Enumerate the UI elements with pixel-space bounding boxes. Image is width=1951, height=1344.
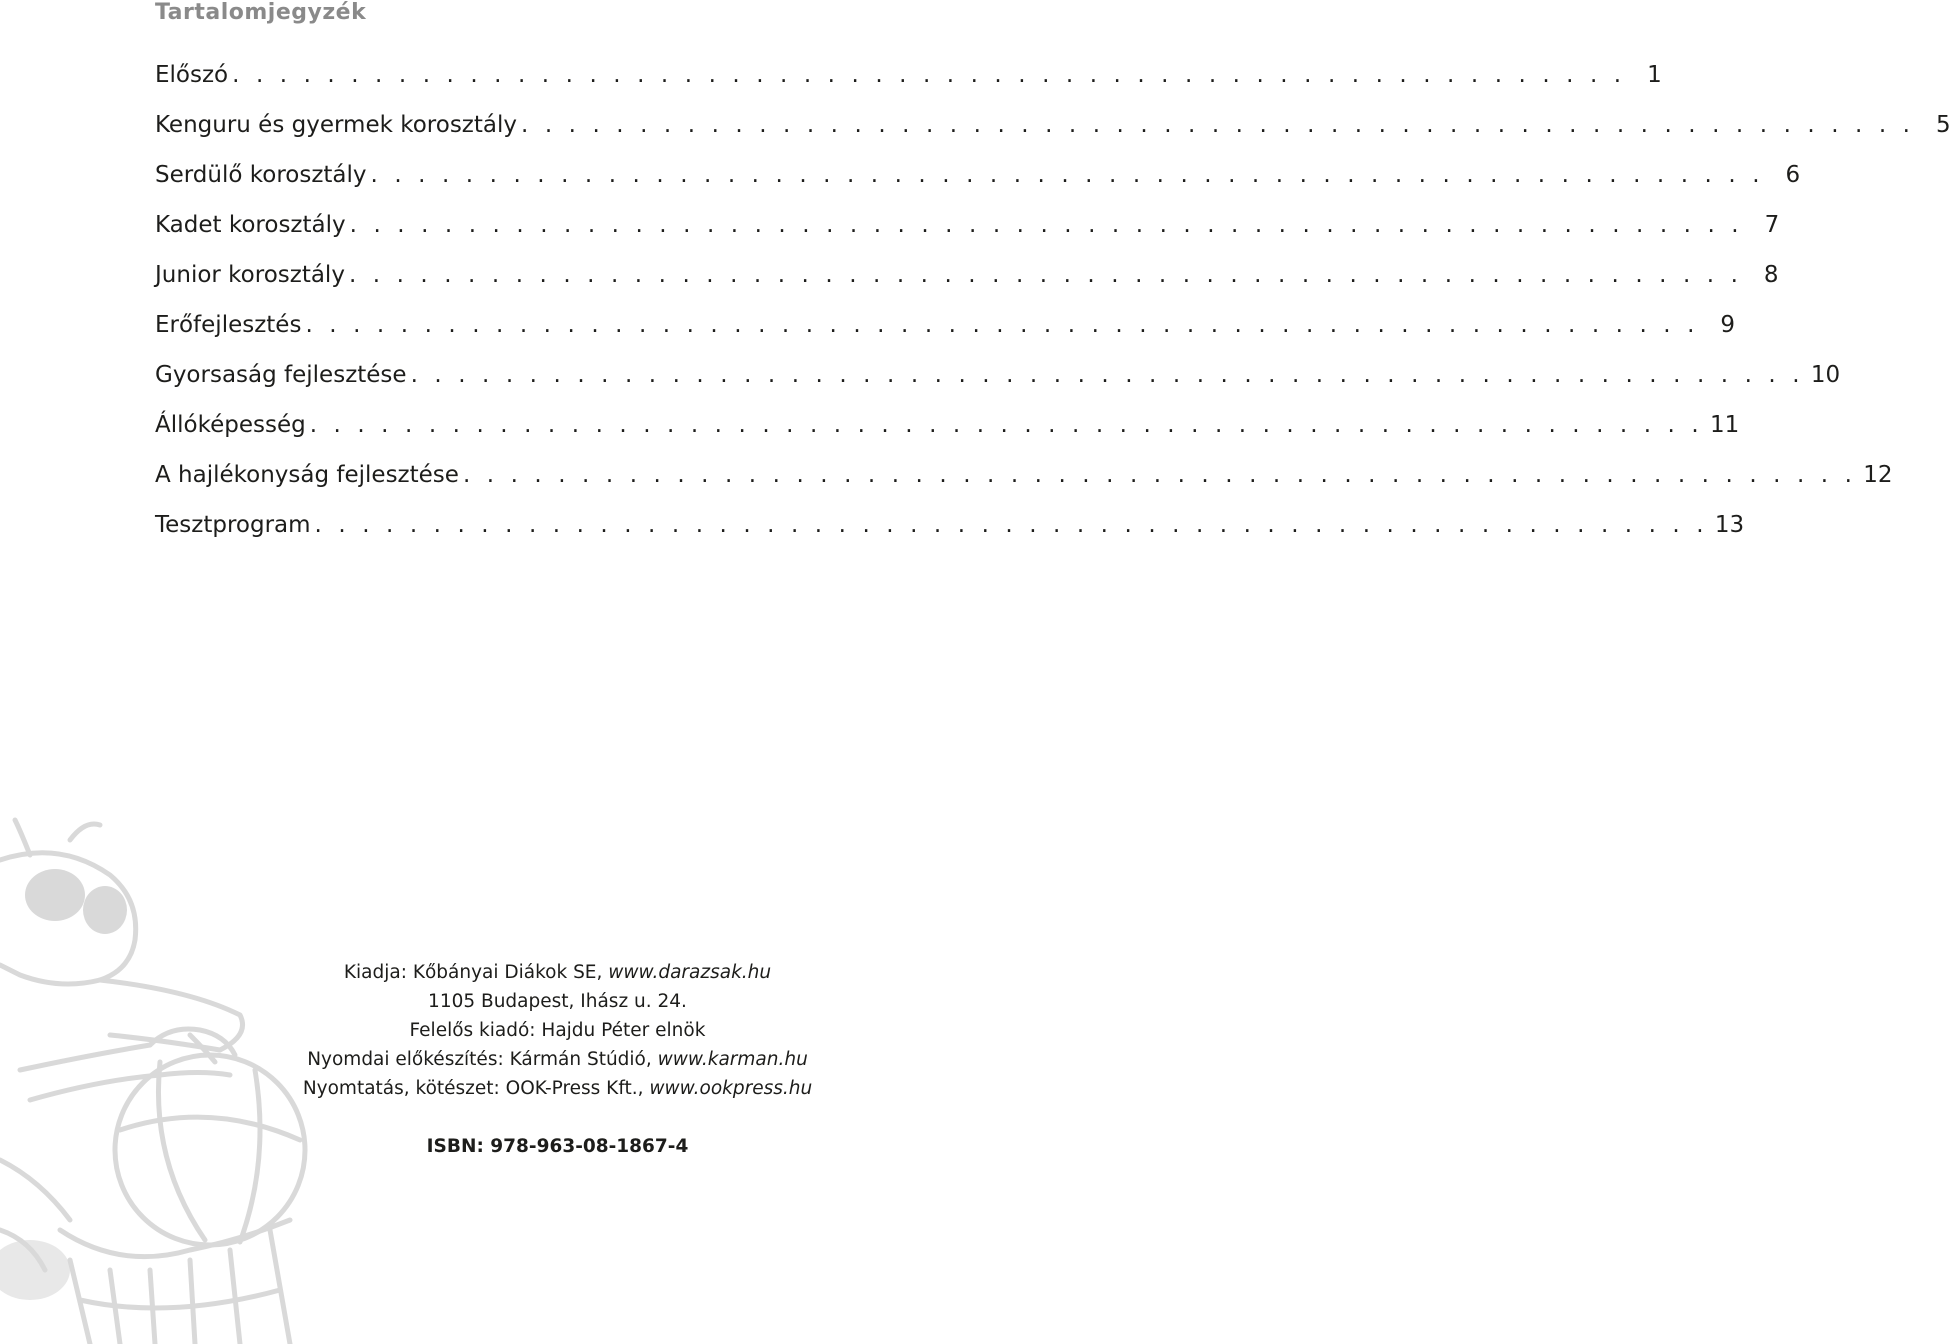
toc-entry-title: Kadet korosztály	[155, 212, 346, 238]
printing-link[interactable]: www.ookpress.hu	[649, 1078, 813, 1099]
toc-page-number: 12	[1863, 462, 1893, 488]
toc-entry[interactable]	[155, 362, 1841, 412]
toc-entry-title: Előszó	[155, 62, 229, 88]
toc-dot-leader: . . . . . . . . . . . . . . . . . . . . . . . . . . . . . . . . . . . . . . . . . . . . . . . . . . . . . . . . . . .	[348, 262, 1743, 288]
toc-entry[interactable]	[155, 162, 1801, 212]
toc-entry-title: Erőfejlesztés	[155, 312, 302, 338]
toc-page-number: 1	[1647, 62, 1662, 88]
toc-entry-title: Junior korosztály	[155, 262, 345, 288]
prepress-label: Nyomdai előkészítés: Kármán Stúdió,	[307, 1049, 658, 1070]
toc-entry-title: Tesztprogram	[155, 512, 311, 538]
toc-entry-title: Kenguru és gyermek korosztály	[155, 112, 517, 138]
toc-dot-leader: . . . . . . . . . . . . . . . . . . . . . . . . . . . . . . . . . . . . . . . . . . . . . . . . . . . . . . . . . . .	[410, 362, 1805, 388]
imprint-prepress	[255, 1045, 860, 1074]
toc-dot-leader: . . . . . . . . . . . . . . . . . . . . . . . . . . . . . . . . . . . . . . . . . . . . . . . . . . . . . . . . . . .	[232, 62, 1626, 88]
printing-label: Nyomtatás, kötészet: OOK-Press Kft.,	[302, 1078, 650, 1099]
imprint-block	[255, 958, 860, 1103]
toc-entry-title: A hajlékonyság fejlesztése	[155, 462, 459, 488]
page-title: Tartalomjegyzék	[155, 0, 367, 25]
toc-entry-title: Gyorsaság fejlesztése	[155, 362, 407, 388]
toc-entry[interactable]	[155, 262, 1779, 312]
table-of-contents	[155, 62, 1951, 562]
toc-page-number: 11	[1710, 412, 1740, 438]
toc-page-number: 5	[1935, 112, 1951, 138]
toc-dot-leader: . . . . . . . . . . . . . . . . . . . . . . . . . . . . . . . . . . . . . . . . . . . . . . . . . . . . . . . . . . .	[521, 112, 1915, 138]
toc-dot-leader: . . . . . . . . . . . . . . . . . . . . . . . . . . . . . . . . . . . . . . . . . . . . . . . . . . . . . . . . . . .	[309, 412, 1704, 438]
toc-page-number: 6	[1785, 162, 1801, 188]
toc-dot-leader: . . . . . . . . . . . . . . . . . . . . . . . . . . . . . . . . . . . . . . . . . . . . . . . . . . . . . . . . . . .	[462, 462, 1857, 488]
isbn: ISBN: 978-963-08-1867-4	[426, 1136, 689, 1157]
toc-entry-title: Serdülő korosztály	[155, 162, 367, 188]
publisher-link[interactable]: www.darazsak.hu	[608, 962, 772, 983]
toc-page-number: 10	[1810, 362, 1841, 388]
toc-page-number: 7	[1764, 212, 1780, 238]
toc-dot-leader: . . . . . . . . . . . . . . . . . . . . . . . . . . . . . . . . . . . . . . . . . . . . . . . . . . . . . . . . . . .	[314, 512, 1709, 538]
toc-page-number: 8	[1763, 262, 1779, 288]
toc-dot-leader: . . . . . . . . . . . . . . . . . . . . . . . . . . . . . . . . . . . . . . . . . . . . . . . . . . . . . . . . . . .	[370, 162, 1765, 188]
toc-page-number: 9	[1720, 312, 1736, 338]
toc-entry[interactable]	[155, 112, 1951, 162]
toc-entry[interactable]	[155, 462, 1893, 512]
toc-dot-leader: . . . . . . . . . . . . . . . . . . . . . . . . . . . . . . . . . . . . . . . . . . . . . . . . . . . . . . . . . . .	[349, 212, 1744, 238]
toc-entry[interactable]	[155, 412, 1740, 462]
prepress-link[interactable]: www.karman.hu	[657, 1049, 808, 1070]
imprint-printing	[255, 1074, 860, 1103]
toc-entry[interactable]	[155, 312, 1736, 362]
toc-entry[interactable]	[155, 212, 1780, 262]
toc-dot-leader: . . . . . . . . . . . . . . . . . . . . . . . . . . . . . . . . . . . . . . . . . . . . . . . . . . . . . . . . . . .	[305, 312, 1700, 338]
toc-page-number: 13	[1714, 512, 1745, 538]
publisher-label: Kiadja: Kőbányai Diákok SE,	[343, 962, 609, 983]
imprint-responsible: Felelős kiadó: Hajdu Péter elnök	[409, 1020, 706, 1041]
toc-entry[interactable]	[155, 512, 1745, 562]
imprint-address: 1105 Budapest, Ihász u. 24.	[428, 991, 687, 1012]
toc-entry[interactable]	[155, 62, 1662, 112]
imprint-publisher	[255, 958, 860, 987]
toc-entry-title: Állóképesség	[155, 412, 306, 438]
